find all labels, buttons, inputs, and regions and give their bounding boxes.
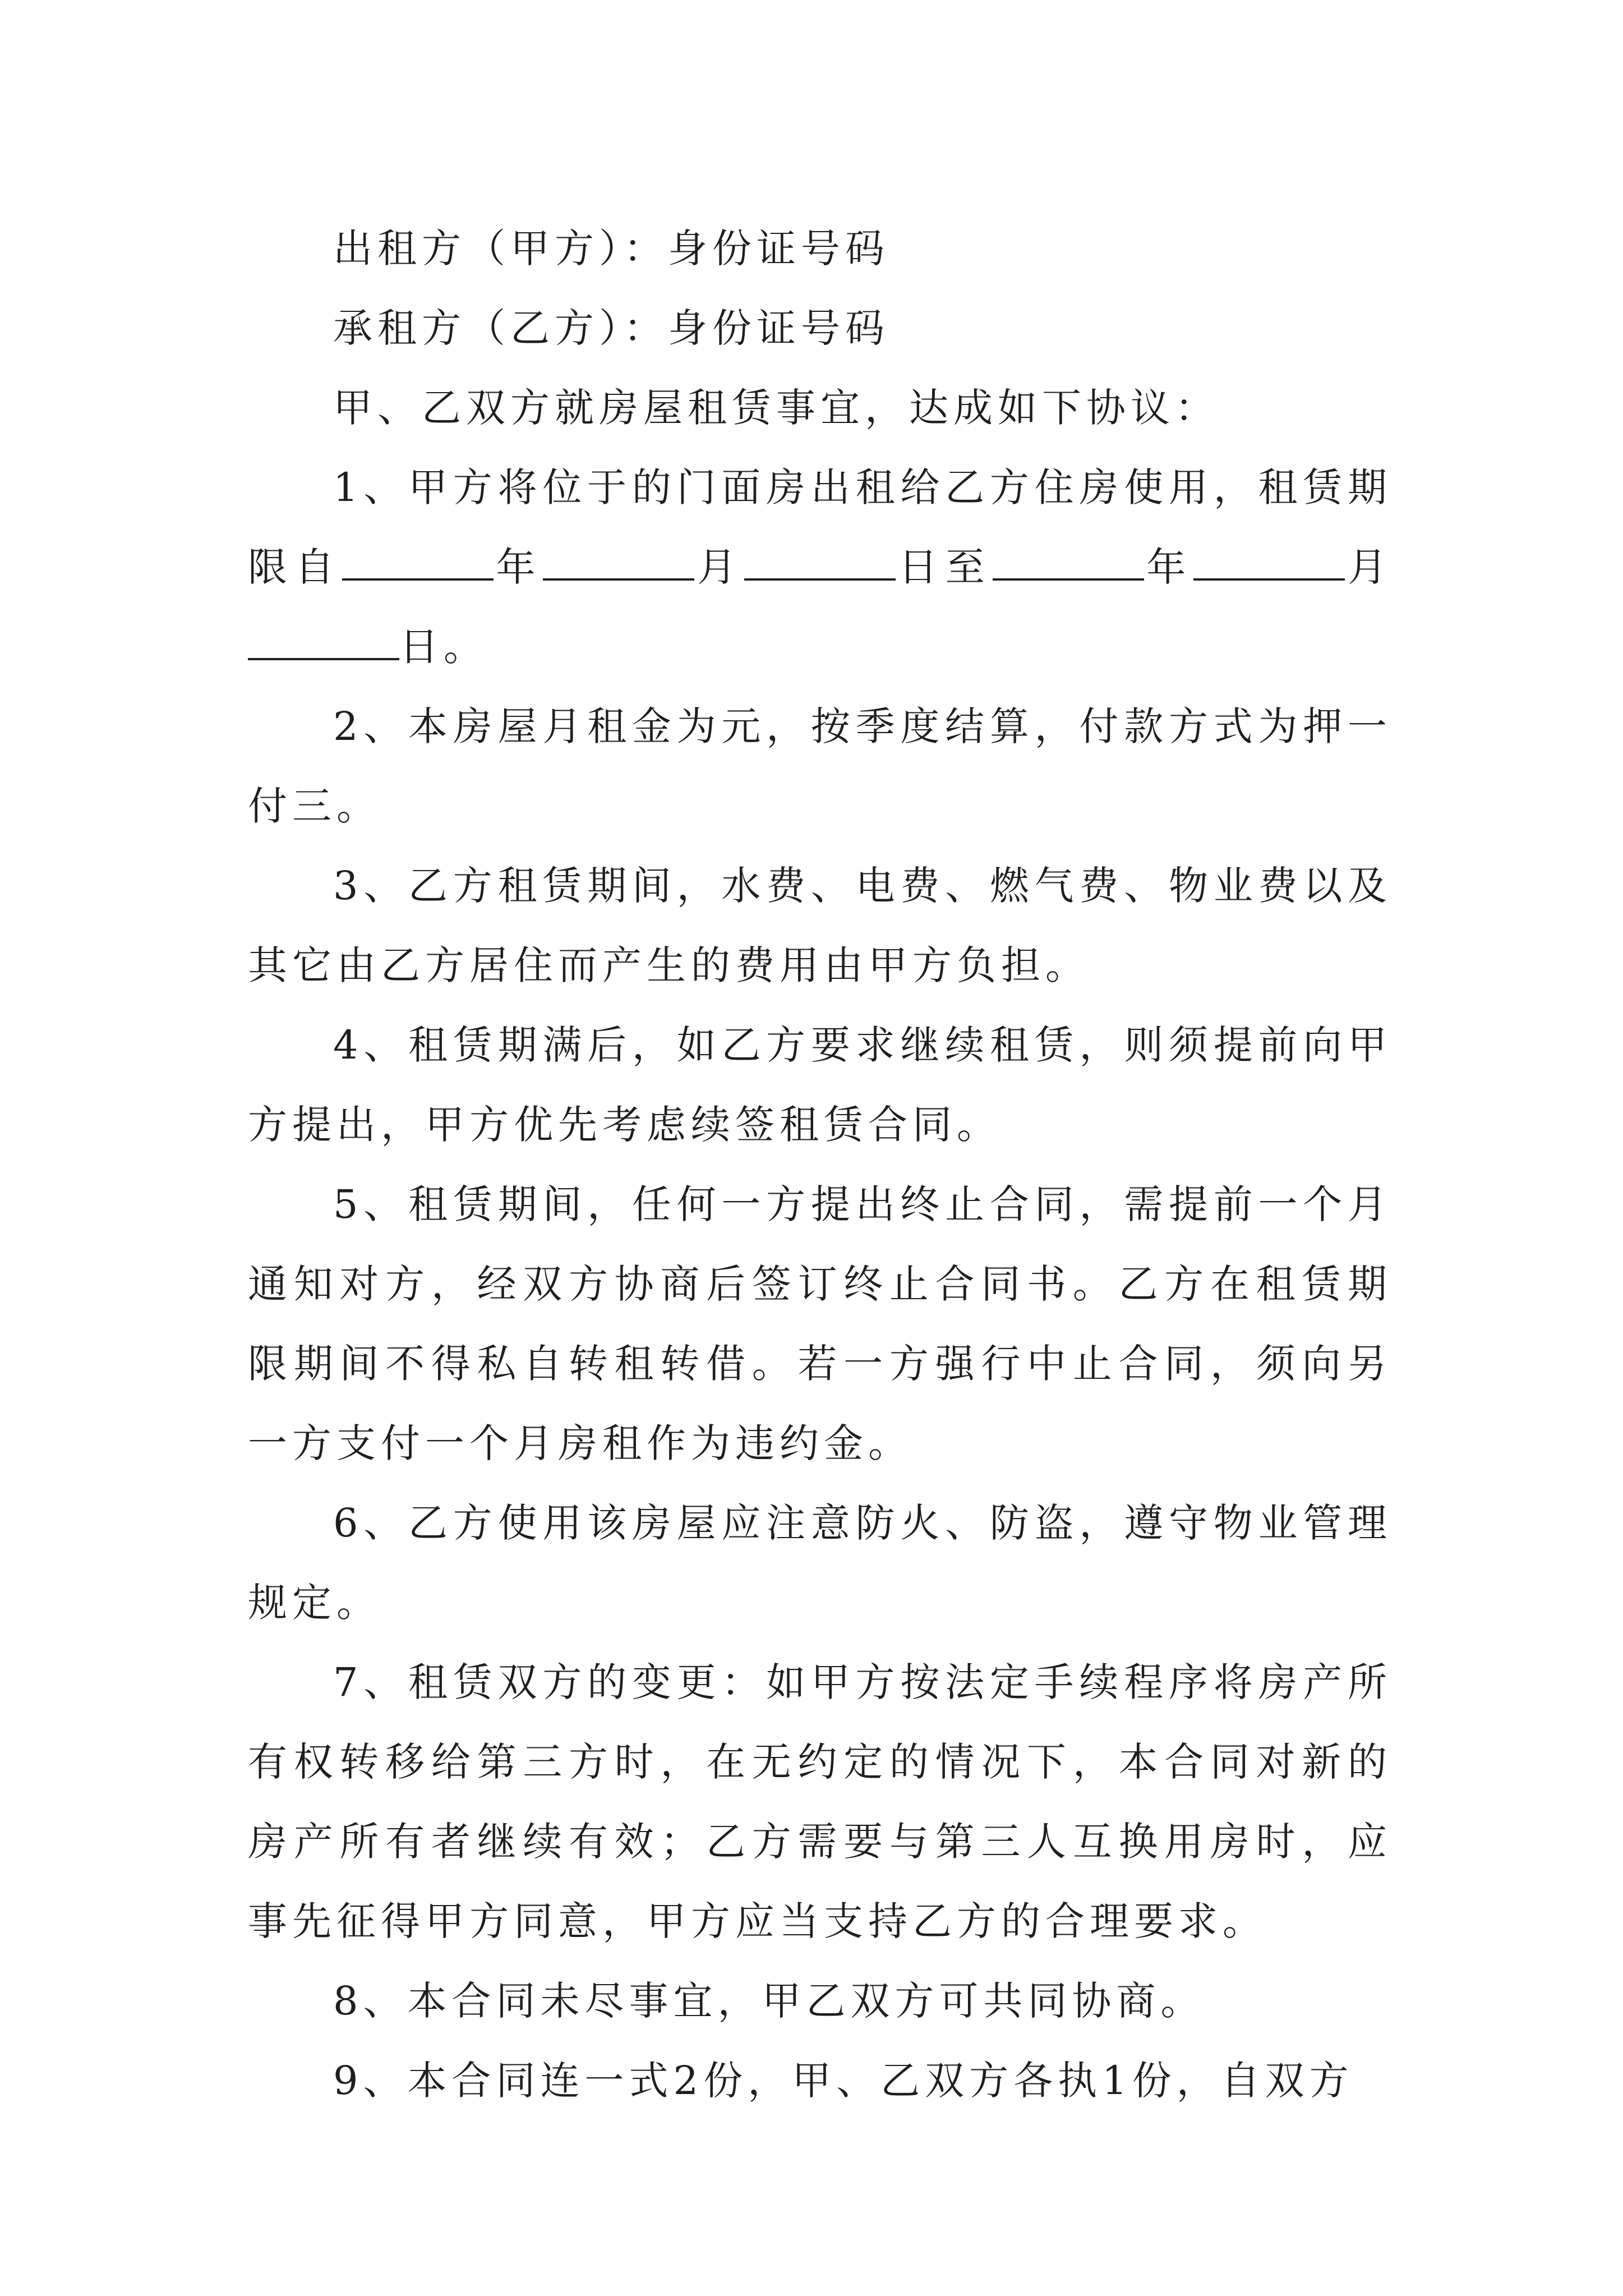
lessor-line: 出租方（甲方）：身份证号码 bbox=[333, 226, 889, 272]
start-day-unit: 日至 bbox=[896, 544, 993, 590]
end-year-unit: 年 bbox=[1144, 544, 1194, 590]
agreement-intro: 甲、乙双方就房屋租赁事宜，达成如下协议： bbox=[333, 385, 1219, 431]
start-day-blank bbox=[744, 541, 896, 581]
start-year-blank bbox=[342, 541, 494, 581]
end-day-blank bbox=[248, 621, 399, 661]
start-year-unit: 年 bbox=[493, 544, 543, 590]
start-month-unit: 月 bbox=[694, 544, 745, 590]
clause-9: 9、本合同连一式2份，甲、乙双方各执1份，自双方 bbox=[333, 2058, 1354, 2104]
contract-body bbox=[248, 209, 1392, 2120]
clause-5: 5、租赁期间，任何一方提出终止合同，需提前一个月通知对方，经双方协商后签订终止合同书。乙方在租赁期限期间不得私自转租转借。若一方强行中止合同，须向另一方支付一个月房租作为违约金。 bbox=[248, 1181, 1392, 1466]
clause-4: 4、租赁期满后，如乙方要求继续租赁，则须提前向甲方提出，甲方优先考虑续签租赁合同。 bbox=[248, 1022, 1392, 1148]
clause-7: 7、租赁双方的变更：如甲方按法定手续程序将房产所有权转移给第三方时，在无约定的情况下，本合同对新的房产所有者继续有效；乙方需要与第三人互换用房时，应事先征得甲方同意，甲方应当支持乙方的合理要求。 bbox=[248, 1659, 1392, 1944]
clause-8: 8、本合同未尽事宜，甲乙双方可共同协商。 bbox=[333, 1978, 1205, 2024]
lessee-line: 承租方（乙方）：身份证号码 bbox=[333, 305, 889, 351]
end-month-blank bbox=[1193, 541, 1345, 581]
clause-2: 2、本房屋月租金为元，按季度结算，付款方式为押一付三。 bbox=[248, 703, 1392, 829]
end-year-blank bbox=[993, 541, 1144, 581]
clause-1 bbox=[248, 448, 1392, 687]
clause-3: 3、乙方租赁期间，水费、电费、燃气费、物业费以及其它由乙方居住而产生的费用由甲方负担。 bbox=[248, 863, 1392, 988]
end-day-unit: 日。 bbox=[399, 624, 488, 670]
clause-6: 6、乙方使用该房屋应注意防火、防盗，遵守物业管理规定。 bbox=[248, 1500, 1392, 1626]
start-month-blank bbox=[543, 541, 694, 581]
clause-1-text: 1、甲方将位于的门面房出租给乙方住房使用，租赁期限自 bbox=[248, 464, 1392, 590]
end-month-unit: 月 bbox=[1345, 544, 1393, 590]
